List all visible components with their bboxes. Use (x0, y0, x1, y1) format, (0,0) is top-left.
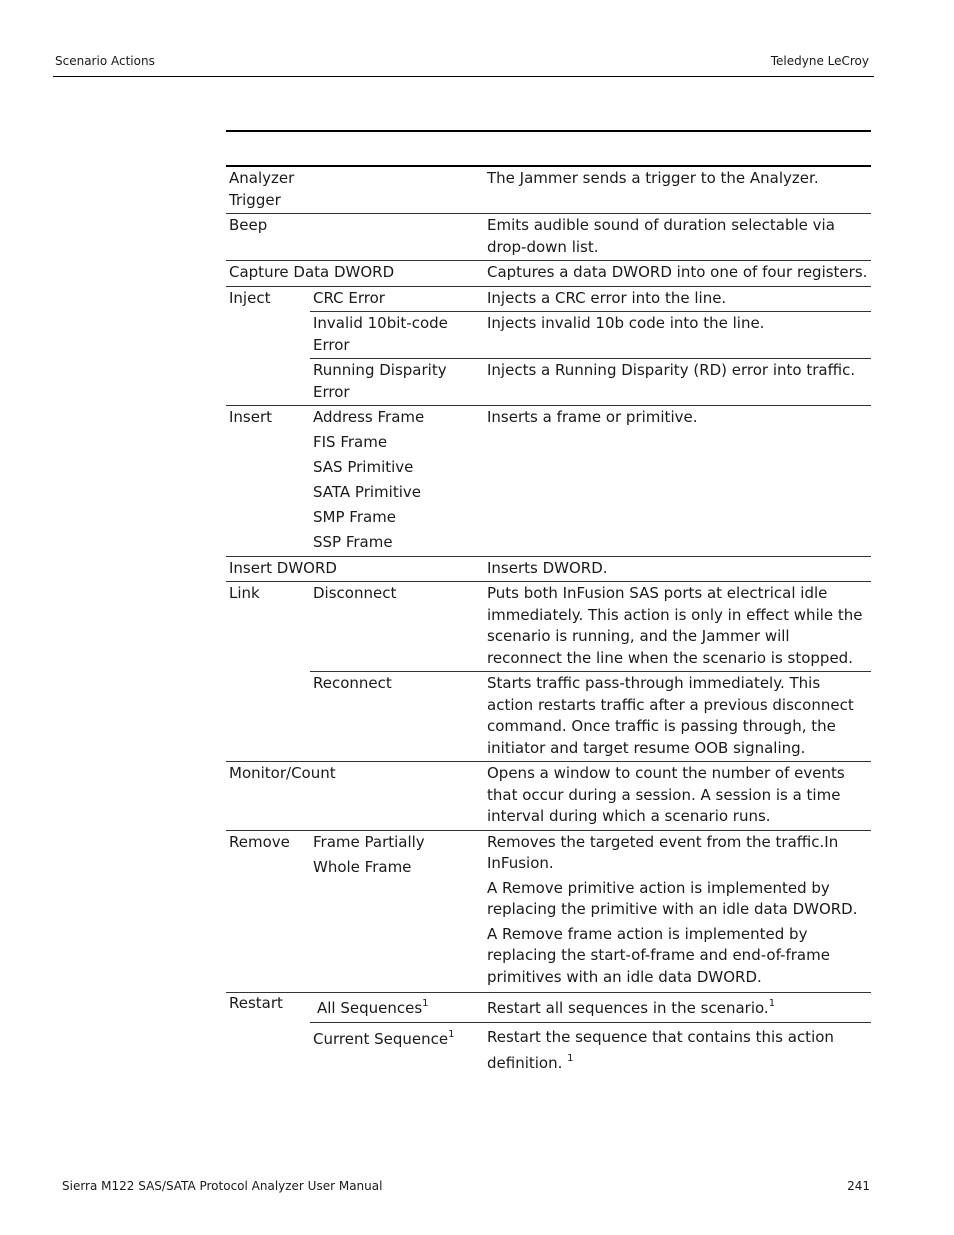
option-cell: Running Disparity Error (313, 361, 447, 401)
action-cell: Beep (229, 216, 268, 234)
table-row-restart-current (310, 1023, 871, 1078)
scenario-actions-table (226, 165, 871, 1078)
description-cell: Inserts a frame or primitive. (487, 408, 698, 426)
table-row-link-disconnect (310, 582, 871, 672)
action-cell: Link (229, 584, 260, 602)
action-cell: Insert (229, 408, 273, 426)
description-cell: Inserts DWORD. (487, 558, 608, 577)
description-cell (484, 1024, 871, 1076)
option-item: SAS Primitive (313, 458, 414, 476)
table-group-inject (226, 287, 871, 407)
table-row-inject-crc (310, 287, 871, 313)
description-cell (484, 998, 871, 1020)
action-cell: Insert DWORD (229, 558, 337, 577)
table-row-monitor-count (226, 762, 871, 831)
option-cell: CRC Error (313, 288, 385, 307)
option-cell: Reconnect (313, 674, 392, 692)
table-group-restart (226, 993, 871, 1078)
table-group-link (226, 582, 871, 762)
description-cell: Injects invalid 10b code into the line. (487, 314, 765, 332)
description-cell: Opens a window to count the number of events that occur during a session. A session is a time interval during which a scenario runs. (487, 764, 845, 825)
footer-page-number: 241 (847, 1179, 870, 1193)
option-cell: Invalid 10bit-code Error (313, 314, 448, 354)
header-section-title: Scenario Actions (55, 54, 155, 68)
footnote-mark: 1 (768, 998, 776, 1009)
action-cell: Restart (229, 994, 283, 1012)
description-cell: Captures a data DWORD into one of four registers. (487, 263, 868, 281)
option-cell: Disconnect (313, 584, 397, 602)
header-company: Teledyne LeCroy (770, 54, 869, 68)
option-item: Whole Frame (313, 857, 412, 876)
description-cell: The Jammer sends a trigger to the Analyzer. (487, 169, 819, 187)
option-item: FIS Frame (313, 433, 388, 451)
description-text: Restart all sequences in the scenario. (487, 999, 769, 1017)
table-row-insert-dword (226, 557, 871, 583)
action-cell: Analyzer Trigger (229, 169, 295, 209)
description-paragraph: A Remove frame action is implemented by replacing the start-of-frame and end-of-frame primitives with an idle data DWORD. (487, 924, 830, 986)
option-cell (310, 998, 484, 1020)
action-cell: Remove (229, 832, 290, 851)
action-cell: Capture Data DWORD (229, 263, 395, 281)
footnote-mark: 1 (448, 1028, 455, 1040)
table-row-remove (226, 831, 871, 994)
option-list (310, 407, 484, 554)
description-cell: Puts both InFusion SAS ports at electrical idle immediately. This action is only in effect while the scenario is running, and the Jammer will reconnect the line when the scenario is stopped. (487, 584, 863, 667)
action-cell: Monitor/Count (229, 764, 336, 782)
option-item: Frame Partially (313, 832, 425, 851)
table-row-link-reconnect (310, 672, 871, 761)
description-cell: Injects a Running Disparity (RD) error into traffic. (487, 361, 856, 379)
description-cell (484, 832, 871, 989)
description-text: Restart the sequence that contains this action definition. (487, 1027, 834, 1072)
description-paragraph: A Remove primitive action is implemented by replacing the primitive with an idle data DWORD. (487, 878, 858, 918)
option-item: SMP Frame (313, 508, 397, 526)
table-row-beep (226, 214, 871, 261)
description-paragraph: Removes the targeted event from the traffic.In InFusion. (487, 832, 839, 872)
option-text: Current Sequence (313, 1029, 449, 1048)
table-row-insert (226, 406, 871, 557)
table-row-restart-all (310, 993, 871, 1023)
option-list (310, 832, 484, 989)
description-cell: Emits audible sound of duration selectable via drop-down list. (487, 216, 835, 256)
description-cell: Starts traffic pass-through immediately. This action restarts traffic after a previous disconnect command. Once traffic is passing through, the initiator and target resume OOB signaling. (487, 674, 854, 757)
footnote-mark: 1 (422, 998, 429, 1009)
option-item: SATA Primitive (313, 483, 421, 501)
action-cell: Inject (229, 288, 271, 307)
footer-manual-title: Sierra M122 SAS/SATA Protocol Analyzer User Manual (62, 1179, 383, 1193)
table-row-analyzer-trigger (226, 167, 871, 214)
option-item: Address Frame (313, 408, 425, 426)
option-text: All Sequences (317, 999, 423, 1017)
table-row-inject-invalid-10b (310, 312, 871, 359)
table-top-rule (226, 130, 871, 132)
footnote-mark: 1 (567, 1052, 574, 1064)
table-row-inject-rd (310, 359, 871, 405)
table-row-capture-dword (226, 261, 871, 287)
option-cell (310, 1024, 484, 1076)
description-cell: Injects a CRC error into the line. (487, 288, 727, 307)
option-cell (310, 168, 484, 211)
option-item: SSP Frame (313, 533, 393, 551)
header-rule (53, 76, 874, 77)
